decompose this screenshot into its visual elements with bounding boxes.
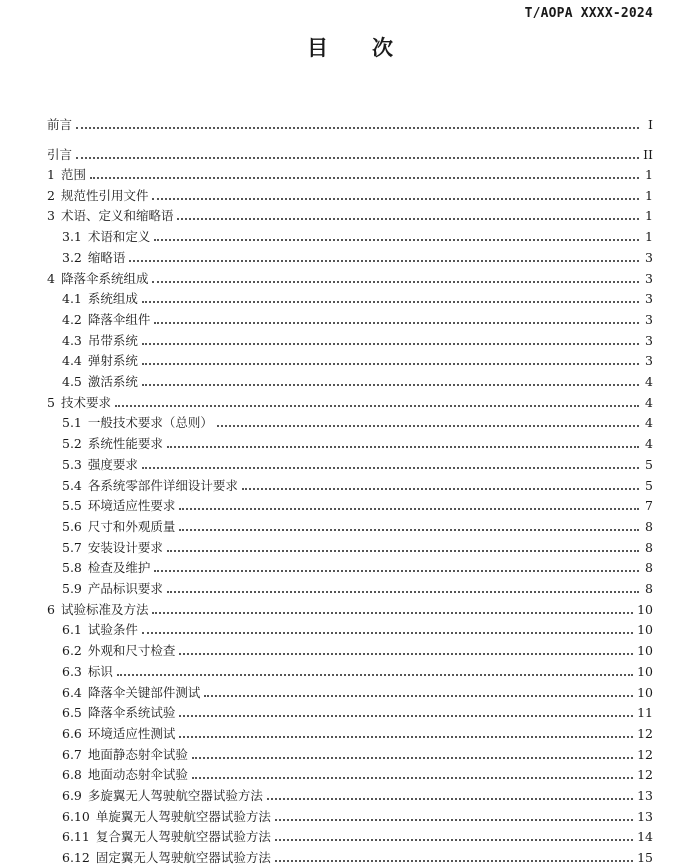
toc-entry-title: 降落伞系统试验	[87, 705, 176, 721]
toc-entry-title: 技术要求	[60, 394, 111, 410]
toc-entry-title: 各系统零部件详细设计要求	[87, 477, 238, 493]
toc-entry-label	[47, 269, 148, 289]
toc-entry-number: 6.1	[62, 622, 82, 638]
toc-dot-leader	[76, 157, 639, 159]
toc-entry-title: 激活系统	[87, 374, 138, 389]
toc-entry-number: 5.3	[62, 456, 82, 472]
toc-dot-leader	[154, 322, 639, 324]
toc-entry-page: 3	[645, 311, 653, 327]
toc-entry-title: 降落伞系统组成	[60, 270, 149, 286]
toc-entry-page: 3	[645, 332, 653, 348]
toc-dot-leader	[192, 777, 633, 779]
toc-entry[interactable]	[47, 786, 653, 806]
toc-entry-label	[62, 517, 175, 537]
toc-dot-leader	[142, 301, 639, 303]
toc-entry-number: 4.1	[62, 291, 82, 307]
toc-entry-title: 术语、定义和缩略语	[60, 208, 174, 224]
toc-entry[interactable]	[47, 372, 653, 392]
toc-entry-title: 尺寸和外观质量	[87, 518, 176, 534]
toc-entry-title: 系统组成	[87, 291, 138, 307]
toc-entry-title: 标识	[87, 663, 113, 679]
toc-entry-number: 6.9	[62, 788, 82, 803]
toc-entry[interactable]	[47, 496, 653, 516]
toc-entry-label	[62, 641, 175, 661]
toc-entry-page: 15	[637, 850, 653, 866]
toc-entry-number: 4.5	[62, 374, 82, 389]
toc-entry-label	[47, 165, 86, 185]
toc-entry-title: 产品标识要求	[87, 581, 163, 596]
toc-entry[interactable]	[47, 331, 653, 351]
toc-entry[interactable]	[47, 517, 653, 537]
toc-entry-number: 6.6	[62, 725, 82, 741]
toc-entry-number: 5.9	[62, 581, 82, 596]
toc-dot-leader	[275, 839, 633, 841]
toc-dot-leader	[90, 177, 639, 179]
toc-entry-page: 14	[637, 829, 653, 845]
toc-entry-title: 试验条件	[87, 622, 138, 638]
toc-dot-leader	[179, 508, 639, 510]
toc-entry-title: 环境适应性测试	[87, 725, 176, 741]
toc-entry-page: I	[648, 117, 653, 132]
toc-entry-page: 8	[645, 581, 653, 596]
toc-entry-label	[62, 248, 125, 268]
toc-entry-title: 地面动态射伞试验	[87, 767, 188, 783]
toc-dot-leader	[142, 467, 639, 469]
toc-entry-page: 12	[637, 725, 653, 741]
toc-entry-number: 6.7	[62, 746, 82, 762]
toc-entry-label	[62, 455, 138, 475]
toc-entry-page: 10	[637, 643, 653, 659]
toc-dot-leader	[267, 798, 633, 800]
toc-entry-label	[62, 765, 188, 785]
toc-entry-title: 环境适应性要求	[87, 498, 176, 514]
toc-dot-leader	[177, 218, 639, 220]
toc-entry-number: 5.7	[62, 539, 82, 555]
toc-entry-number: 6	[47, 601, 55, 617]
toc-entry-number: 6.12	[62, 850, 90, 866]
toc-dot-leader	[275, 860, 633, 862]
toc-entry-title: 检查及维护	[87, 560, 151, 576]
toc-dot-leader	[76, 127, 639, 129]
toc-entry-page: 12	[637, 767, 653, 783]
toc-entry-number: 2	[47, 187, 55, 203]
toc-entry-title: 范围	[60, 167, 86, 182]
toc-dot-leader	[192, 757, 633, 759]
toc-dot-leader	[152, 612, 633, 614]
toc-entry-title: 术语和定义	[87, 229, 151, 245]
toc-entry-label	[62, 745, 188, 765]
toc-entry-title: 一般技术要求（总则）	[87, 415, 213, 431]
toc-entry[interactable]	[47, 579, 653, 599]
toc-entry[interactable]	[47, 807, 653, 827]
toc-entry[interactable]	[47, 413, 653, 433]
toc-entry-number: 3.2	[62, 249, 82, 265]
toc-entry[interactable]	[47, 206, 653, 226]
toc-entry[interactable]	[47, 310, 653, 330]
toc-entry-number: 3.1	[62, 229, 82, 245]
toc-entry-page: 13	[637, 788, 653, 803]
toc-entry[interactable]	[47, 115, 653, 135]
toc-entry[interactable]	[47, 455, 653, 475]
toc-entry[interactable]	[47, 620, 653, 640]
toc-entry-page: 3	[645, 249, 653, 265]
toc-entry[interactable]	[47, 393, 653, 413]
toc-entry-page: 5	[645, 456, 653, 472]
toc-entry-page: 11	[637, 705, 653, 721]
toc-entry-page: 4	[645, 436, 653, 452]
toc-entry-page: 7	[645, 498, 653, 514]
toc-entry-page: 10	[637, 684, 653, 700]
toc-entry-label	[47, 206, 173, 226]
toc-dot-leader	[142, 363, 639, 365]
toc-entry-label	[62, 310, 150, 330]
toc-entry-page: 3	[645, 353, 653, 369]
toc-dot-leader	[142, 384, 639, 386]
toc-entry-number: 4.3	[62, 332, 82, 348]
toc-entry[interactable]	[47, 765, 653, 785]
toc-entry-number: 6.5	[62, 705, 82, 721]
toc-entry-number: 1	[47, 167, 55, 182]
toc-dot-leader	[115, 405, 639, 407]
toc-entry-number: 4.2	[62, 311, 82, 327]
toc-entry-label	[62, 434, 163, 454]
toc-dot-leader	[142, 632, 633, 634]
toc-entry-number: 6.4	[62, 684, 82, 700]
toc-entry-label	[62, 372, 138, 392]
toc-entry-page: 1	[645, 208, 653, 224]
toc-entry-label	[62, 579, 163, 599]
toc-entry-title: 外观和尺寸检查	[87, 643, 176, 659]
toc-entry-title: 降落伞组件	[87, 311, 151, 327]
toc-dot-leader	[154, 570, 639, 572]
toc-entry-page: 1	[645, 187, 653, 203]
toc-entry-page: 1	[645, 167, 653, 182]
toc-entry-title: 规范性引用文件	[60, 187, 149, 203]
toc-entry-label	[62, 786, 263, 806]
toc-entry-page: 4	[645, 394, 653, 410]
toc-entry-label	[62, 476, 238, 496]
toc-entry-page: 10	[637, 622, 653, 638]
toc-entry[interactable]	[47, 745, 653, 765]
toc-entry-label	[62, 724, 175, 744]
toc-entry-label	[62, 558, 150, 578]
toc-entry-label	[62, 848, 271, 868]
toc-entry-title: 单旋翼无人驾驶航空器试验方法	[95, 808, 271, 824]
toc-entry-number: 5.1	[62, 415, 82, 431]
toc-entry-page: 3	[645, 270, 653, 286]
toc-dot-leader	[152, 281, 639, 283]
toc-entry[interactable]	[47, 558, 653, 578]
toc-entry[interactable]	[47, 186, 653, 206]
toc-entry-title: 弹射系统	[87, 353, 138, 369]
toc-dot-leader	[142, 343, 639, 345]
toc-entry-label	[47, 115, 72, 135]
toc-dot-leader	[167, 550, 639, 552]
toc-dot-leader	[152, 198, 639, 200]
toc-entry[interactable]	[47, 476, 653, 496]
toc-entry-label	[62, 703, 175, 723]
toc-entry-title: 强度要求	[87, 456, 138, 472]
toc-entry[interactable]	[47, 724, 653, 744]
toc-entry-number: 4	[47, 270, 55, 286]
toc-entry-label	[62, 827, 271, 847]
toc-entry-label	[62, 331, 138, 351]
toc-entry-title: 固定翼无人驾驶航空器试验方法	[95, 850, 271, 866]
toc-entry-page: 8	[645, 518, 653, 534]
toc-dot-leader	[179, 715, 633, 717]
toc-entry-number: 6.2	[62, 643, 82, 659]
toc-entry-label	[62, 683, 200, 703]
toc-entry-number: 4.4	[62, 353, 82, 369]
toc-entry[interactable]	[47, 827, 653, 847]
toc-entry-title: 地面静态射伞试验	[87, 746, 188, 762]
toc-entry[interactable]	[47, 641, 653, 661]
toc-entry-label	[47, 393, 111, 413]
toc-entry-page: 5	[645, 477, 653, 493]
toc-entry-number: 5	[47, 394, 55, 410]
toc-entry-label	[62, 289, 138, 309]
toc-entry[interactable]	[47, 600, 653, 620]
toc-dot-leader	[204, 695, 633, 697]
toc-entry-label	[62, 538, 163, 558]
toc-entry-title: 前言	[47, 117, 73, 132]
toc-entry-label	[47, 145, 72, 165]
toc-entry-number: 5.4	[62, 477, 82, 493]
toc-entry[interactable]	[47, 683, 653, 703]
toc-entry-title: 多旋翼无人驾驶航空器试验方法	[87, 788, 263, 803]
toc-dot-leader	[167, 446, 639, 448]
toc-entry-page: II	[643, 147, 653, 162]
toc-entry[interactable]	[47, 848, 653, 868]
toc-entry-page: 3	[645, 291, 653, 307]
toc-entry-page: 12	[637, 746, 653, 762]
toc-entry[interactable]	[47, 662, 653, 682]
toc-entry-page: 10	[637, 663, 653, 679]
toc-entry-label	[62, 662, 113, 682]
toc-entry-page: 13	[637, 808, 653, 824]
toc-entry-title: 安装设计要求	[87, 539, 163, 555]
toc-entry-label	[62, 807, 271, 827]
toc-entry[interactable]	[47, 703, 653, 723]
page-title-char-1: 目	[307, 36, 328, 60]
toc-entry-number: 6.11	[62, 829, 90, 845]
toc-entry-number: 5.5	[62, 498, 82, 514]
toc-entry-page: 10	[637, 601, 653, 617]
toc-entry[interactable]	[47, 434, 653, 454]
standard-code: T/AOPA XXXX-2024	[524, 6, 653, 21]
toc-entry[interactable]	[47, 351, 653, 371]
toc-entry-title: 引言	[47, 147, 73, 162]
toc-dot-leader	[129, 260, 639, 262]
toc-dot-leader	[167, 591, 639, 593]
page-title-char-2: 次	[372, 36, 393, 60]
toc-entry-label	[62, 227, 150, 247]
toc-entry-label	[62, 351, 138, 371]
toc-entry-label	[47, 600, 148, 620]
toc-dot-leader	[179, 736, 633, 738]
toc-dot-leader	[217, 425, 639, 427]
toc-entry-title: 系统性能要求	[87, 436, 163, 452]
toc-entry-number: 3	[47, 208, 55, 224]
toc-dot-leader	[179, 529, 639, 531]
toc-entry-page: 4	[645, 415, 653, 431]
toc-entry-title: 缩略语	[87, 249, 126, 265]
toc-dot-leader	[117, 674, 633, 676]
toc-entry-number: 6.3	[62, 663, 82, 679]
toc-dot-leader	[275, 819, 633, 821]
toc-dot-leader	[154, 239, 639, 241]
toc-entry-page: 4	[645, 374, 653, 389]
toc-entry[interactable]	[47, 165, 653, 185]
toc-entry-number: 6.10	[62, 808, 90, 824]
toc-entry-page: 1	[645, 229, 653, 245]
toc-entry-number: 5.8	[62, 560, 82, 576]
toc-entry-number: 5.6	[62, 518, 82, 534]
toc-dot-leader	[179, 653, 633, 655]
toc-entry-number: 6.8	[62, 767, 82, 783]
toc-entry[interactable]	[47, 289, 653, 309]
toc-entry[interactable]	[47, 227, 653, 247]
toc-entry-label	[47, 186, 148, 206]
toc-entry-title: 复合翼无人驾驶航空器试验方法	[95, 829, 271, 845]
toc-entry-page: 8	[645, 560, 653, 576]
toc-entry[interactable]	[47, 248, 653, 268]
toc-entry[interactable]	[47, 269, 653, 289]
toc-entry-number: 5.2	[62, 436, 82, 452]
toc-entry-label	[62, 620, 138, 640]
toc-entry-title: 试验标准及方法	[60, 601, 149, 617]
toc-entry[interactable]	[47, 538, 653, 558]
toc-entry-label	[62, 496, 175, 516]
toc-entry-label	[62, 413, 213, 433]
toc-entry-title: 吊带系统	[87, 332, 138, 348]
toc-dot-leader	[242, 488, 639, 490]
toc-entry-title: 降落伞关键部件测试	[87, 684, 201, 700]
page-title	[0, 32, 700, 62]
toc-entry[interactable]	[47, 145, 653, 165]
toc-entry-page: 8	[645, 539, 653, 555]
